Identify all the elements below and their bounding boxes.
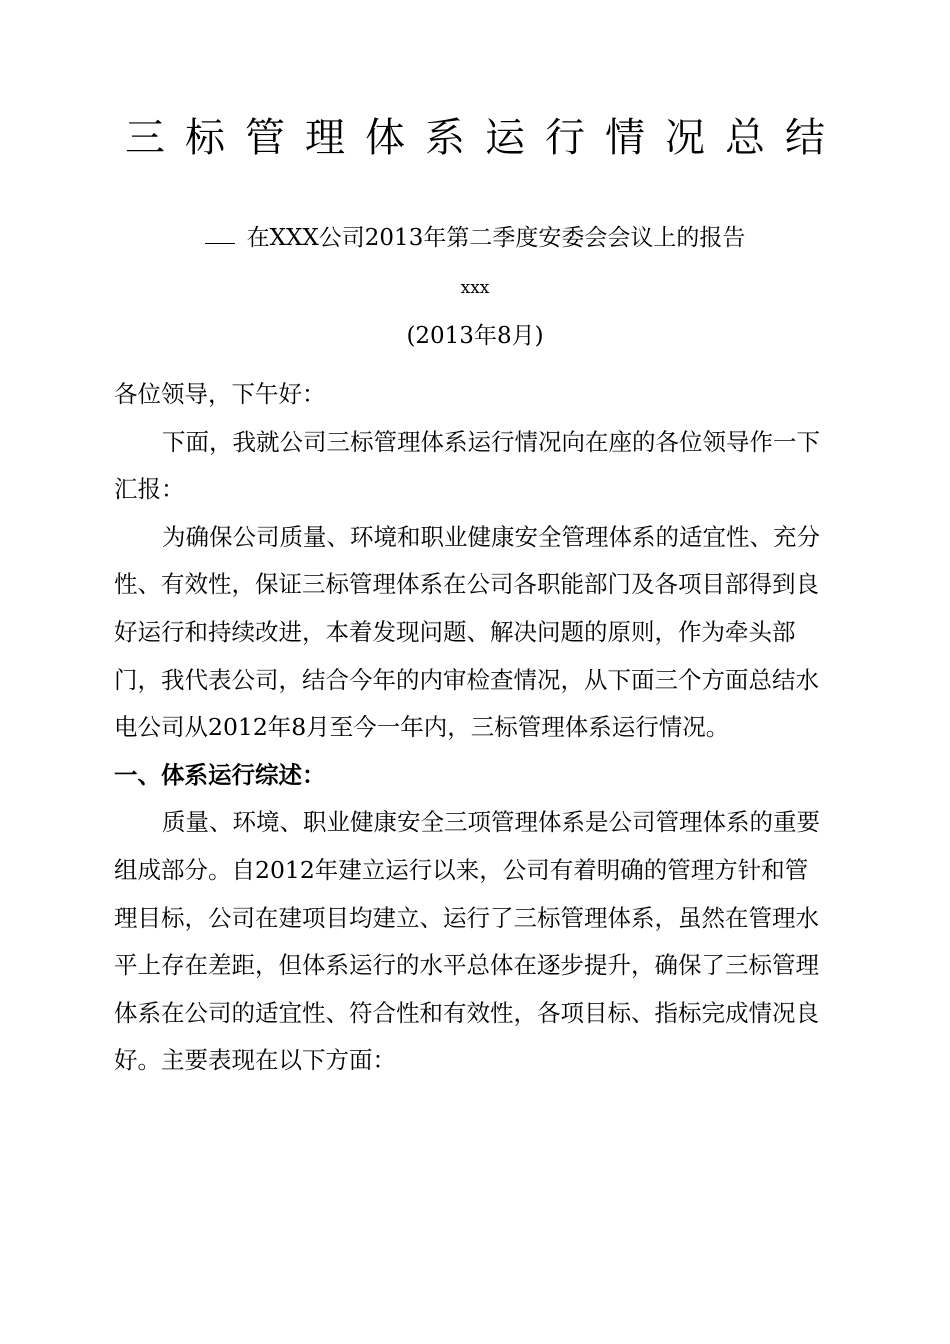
document-author: xxx bbox=[460, 278, 490, 298]
section-heading: 一、体系运行综述： bbox=[114, 760, 326, 789]
section-paragraph: 质量、环境、职业健康安全三项管理体系是公司管理体系的重要组成部分。自2012年建立运行以来，公司有着明确的管理方针和管理目标，公司在建项目均建立、运行了三标管理体系，虽然在管理水平上存在差距，但体系运行的水平总体在逐步提升，确保了三标管理体系在公司的适宜性、符合性和有效性，各项目标、指标完成情况良好。主要表现在以下方面： bbox=[114, 808, 820, 1075]
document-title: 三标管理体系运行情况总结 bbox=[125, 115, 845, 161]
paragraph-intro: 下面，我就公司三标管理体系运行情况向在座的各位领导作一下汇报： bbox=[114, 427, 820, 504]
document-subtitle-line bbox=[0, 222, 950, 254]
greeting: 各位领导，下午好： bbox=[114, 380, 326, 408]
document-subtitle: 在XXX公司2013年第二季度安委会会议上的报告 bbox=[246, 225, 746, 251]
dash-line bbox=[205, 243, 235, 244]
document-body bbox=[114, 371, 830, 1085]
document-date: (2013年8月) bbox=[406, 323, 544, 349]
paragraph-purpose: 为确保公司质量、环境和职业健康安全管理体系的适宜性、充分性、有效性，保证三标管理体系在公司各职能部门及各项目部得到良好运行和持续改进，本着发现问题、解决问题的原则，作为牵头部门，我代表公司，结合今年的内审检查情况，从下面三个方面总结水电公司从2012年8月至今一年内，三标管理体系运行情况。 bbox=[114, 522, 820, 742]
